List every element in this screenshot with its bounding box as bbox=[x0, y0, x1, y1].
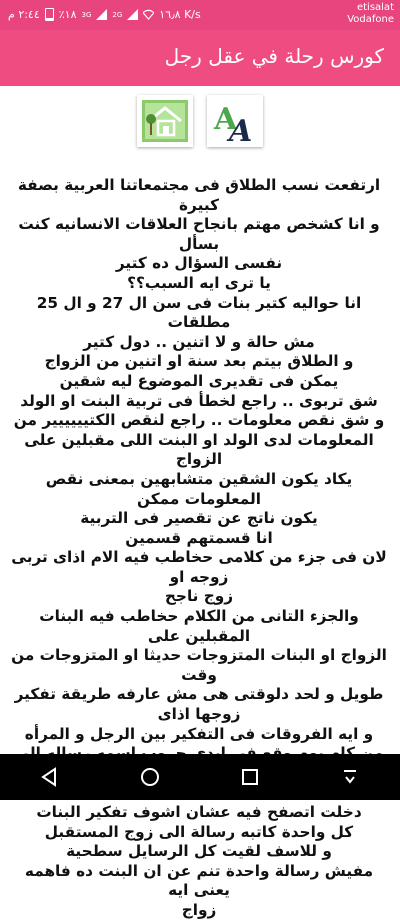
home-nav-button[interactable] bbox=[128, 757, 172, 797]
battery-icon bbox=[45, 8, 54, 21]
text-line: انا حواليه كتير بنات فى سن ال 27 و ال 25 مطلقات bbox=[36, 293, 362, 332]
text-line: والجزء التانى من الكلام حخاطب فيه البنات المقبلين على bbox=[39, 607, 359, 645]
status-left bbox=[8, 8, 201, 21]
network-2-label: 3G bbox=[81, 10, 92, 19]
recents-button[interactable] bbox=[228, 757, 272, 797]
notification-pull-button[interactable] bbox=[328, 757, 372, 797]
back-icon bbox=[40, 767, 60, 787]
text-line: يكاد يكون الشقين متشابهين بمعنى نقص المعلومات ممكن bbox=[45, 469, 353, 508]
text-line: يكون ناتج عن تقصير فى التربية bbox=[80, 509, 318, 528]
home-icon bbox=[141, 99, 189, 143]
svg-text:A: A bbox=[229, 114, 253, 143]
text-line: زوج ناجح bbox=[164, 587, 234, 606]
font-size-icon bbox=[211, 99, 259, 143]
text-line: لان فى جزء من كلامى حخاطب فيه الام اذاى تربى زوجه او bbox=[11, 548, 387, 586]
text-line: دخلت اتصفح فيه عشان اشوف تفكير البنات bbox=[36, 803, 362, 821]
text-line: طويل و لحد دلوقتى هى مش عارفه طريقة تفكير زوجها اذاى bbox=[14, 685, 384, 724]
toolbar bbox=[0, 86, 400, 156]
text-line: ارتفعت نسب الطلاق فى مجتمعاتنا العربية بصفة كبيرة bbox=[17, 176, 381, 214]
text-line: مش حالة و لا اتنين .. دول كتير bbox=[83, 332, 315, 351]
text-line: يا ترى ايه السبب؟؟ bbox=[127, 273, 271, 292]
battery-percent: ٪١٨ bbox=[58, 8, 77, 21]
app-bar bbox=[0, 30, 400, 86]
text-line: و انا كشخص مهتم بانجاح العلاقات الانسانيه كنت بسأل bbox=[18, 215, 380, 253]
status-bar bbox=[0, 0, 400, 30]
text-line: زواج bbox=[181, 900, 217, 919]
app-title: كورس رحلة في عقل رجل bbox=[164, 44, 384, 68]
text-line: انا قسمتهم قسمين bbox=[125, 528, 273, 547]
network-1-label: 2G bbox=[112, 10, 123, 19]
svg-text:A: A bbox=[214, 102, 238, 137]
text-line: و للاسف لقيت كل الرسايل سطحية bbox=[66, 842, 332, 861]
article-text bbox=[10, 176, 388, 921]
carrier-1: etisalat bbox=[356, 2, 394, 13]
text-line: و شق نقص معلومات .. راجع لنقص الكتيييييير من bbox=[13, 411, 385, 430]
signal-icon-2 bbox=[127, 9, 138, 20]
wifi-icon bbox=[143, 9, 154, 20]
back-button[interactable] bbox=[28, 757, 72, 797]
navigation-bar bbox=[0, 754, 400, 800]
signal-icon-1 bbox=[96, 9, 107, 20]
text-line: نفسى السؤال ده كتير bbox=[115, 254, 283, 273]
text-line: يمكن فى تقديرى الموضوع ليه شقين bbox=[59, 371, 339, 390]
text-line: المعلومات لدى الولد او البنت اللى مقبلين على الزواج bbox=[24, 430, 374, 469]
text-line: الزواج او البنات المتزوجات حديثا او المتزوجات من وقت bbox=[11, 646, 387, 684]
carrier-2: Vodafone bbox=[347, 14, 394, 25]
status-right bbox=[347, 2, 394, 26]
text-line: و ايه الفروقات فى التفكير بين الرجل و المرأه bbox=[24, 724, 374, 743]
text-line: كل واحدة كاتبه رسالة الى زوج المستقبل bbox=[44, 822, 354, 841]
net-speed: ١٦٫٨ K/s bbox=[159, 8, 201, 21]
recents-icon bbox=[240, 767, 260, 787]
home-button[interactable] bbox=[137, 95, 193, 147]
text-line: مفيش رسالة واحدة تنم عن ان البنت ده فاهمه يعنى ايه bbox=[24, 861, 374, 900]
notification-pull-icon bbox=[340, 767, 360, 787]
font-size-button[interactable] bbox=[207, 95, 263, 147]
home-circle-icon bbox=[140, 767, 160, 787]
text-line: شق تربوى .. راجع لخطأ فى تربية البنت او الولد bbox=[20, 391, 378, 410]
clock: ٢:٤٤ م bbox=[8, 8, 40, 21]
text-line: و الطلاق بيتم بعد سنة او اتنين من الزواج bbox=[44, 352, 354, 371]
